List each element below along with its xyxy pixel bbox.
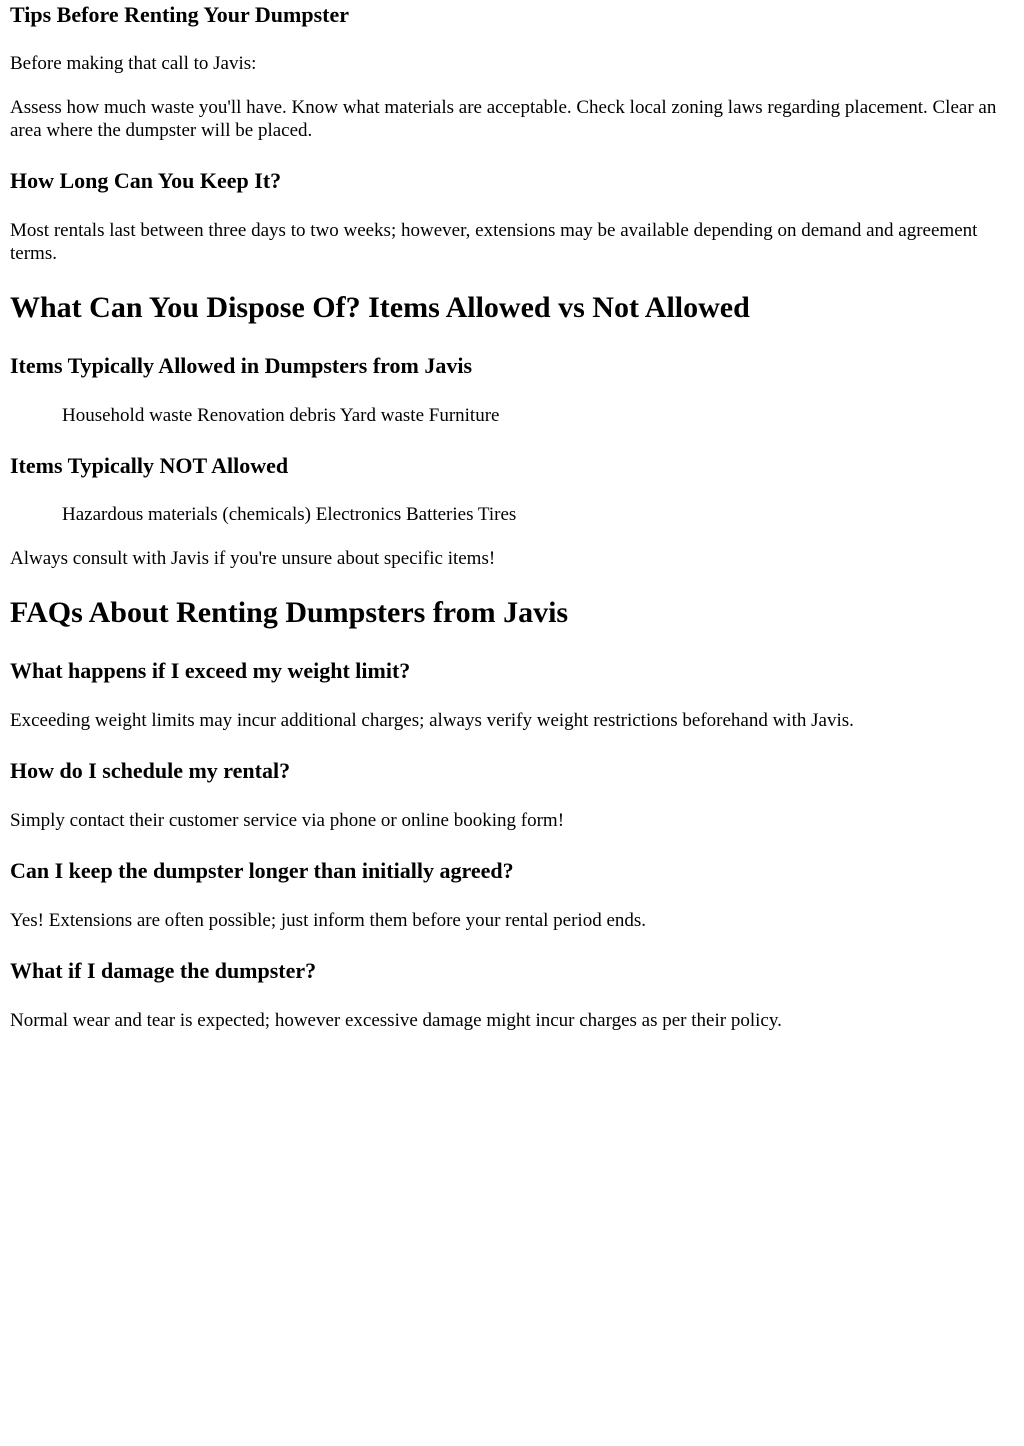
keep-text: Most rentals last between three days to two weeks; however, extensions may be available depending on demand and agreement terms. bbox=[10, 220, 978, 264]
tips-intro: Before making that call to Javis: bbox=[10, 53, 257, 74]
faq-question: Can I keep the dumpster longer than initially agreed? bbox=[10, 858, 514, 883]
allowed-heading: Items Typically Allowed in Dumpsters from Javis bbox=[10, 353, 473, 378]
faq-answer: Yes! Extensions are often possible; just inform them before your rental period ends. bbox=[10, 910, 647, 931]
faq-question: What happens if I exceed my weight limit? bbox=[10, 658, 411, 683]
dispose-heading: What Can You Dispose Of? Items Allowed vs Not Allowed bbox=[10, 291, 750, 324]
faq-answer: Normal wear and tear is expected; however excessive damage might incur charges as per their policy. bbox=[10, 1010, 782, 1031]
faqs-heading: FAQs About Renting Dumpsters from Javis bbox=[10, 596, 569, 629]
faq-question: What if I damage the dumpster? bbox=[10, 958, 317, 983]
not-allowed-list: Hazardous materials (chemicals) Electronics Batteries Tires bbox=[62, 504, 517, 525]
faq-answer: Exceeding weight limits may incur additional charges; always verify weight restrictions beforehand with Javis. bbox=[10, 710, 854, 731]
not-allowed-heading: Items Typically NOT Allowed bbox=[10, 453, 289, 478]
dispose-note: Always consult with Javis if you're unsure about specific items! bbox=[10, 548, 496, 569]
faq-answer: Simply contact their customer service via phone or online booking form! bbox=[10, 810, 565, 831]
tips-list: Assess how much waste you'll have. Know what materials are acceptable. Check local zoning laws regarding placement. Clear an area where the dumpster will be placed. bbox=[10, 97, 997, 141]
faq-question: How do I schedule my rental? bbox=[10, 758, 291, 783]
tips-heading: Tips Before Renting Your Dumpster bbox=[10, 2, 349, 27]
keep-heading: How Long Can You Keep It? bbox=[10, 168, 282, 193]
allowed-list: Household waste Renovation debris Yard waste Furniture bbox=[62, 405, 500, 426]
